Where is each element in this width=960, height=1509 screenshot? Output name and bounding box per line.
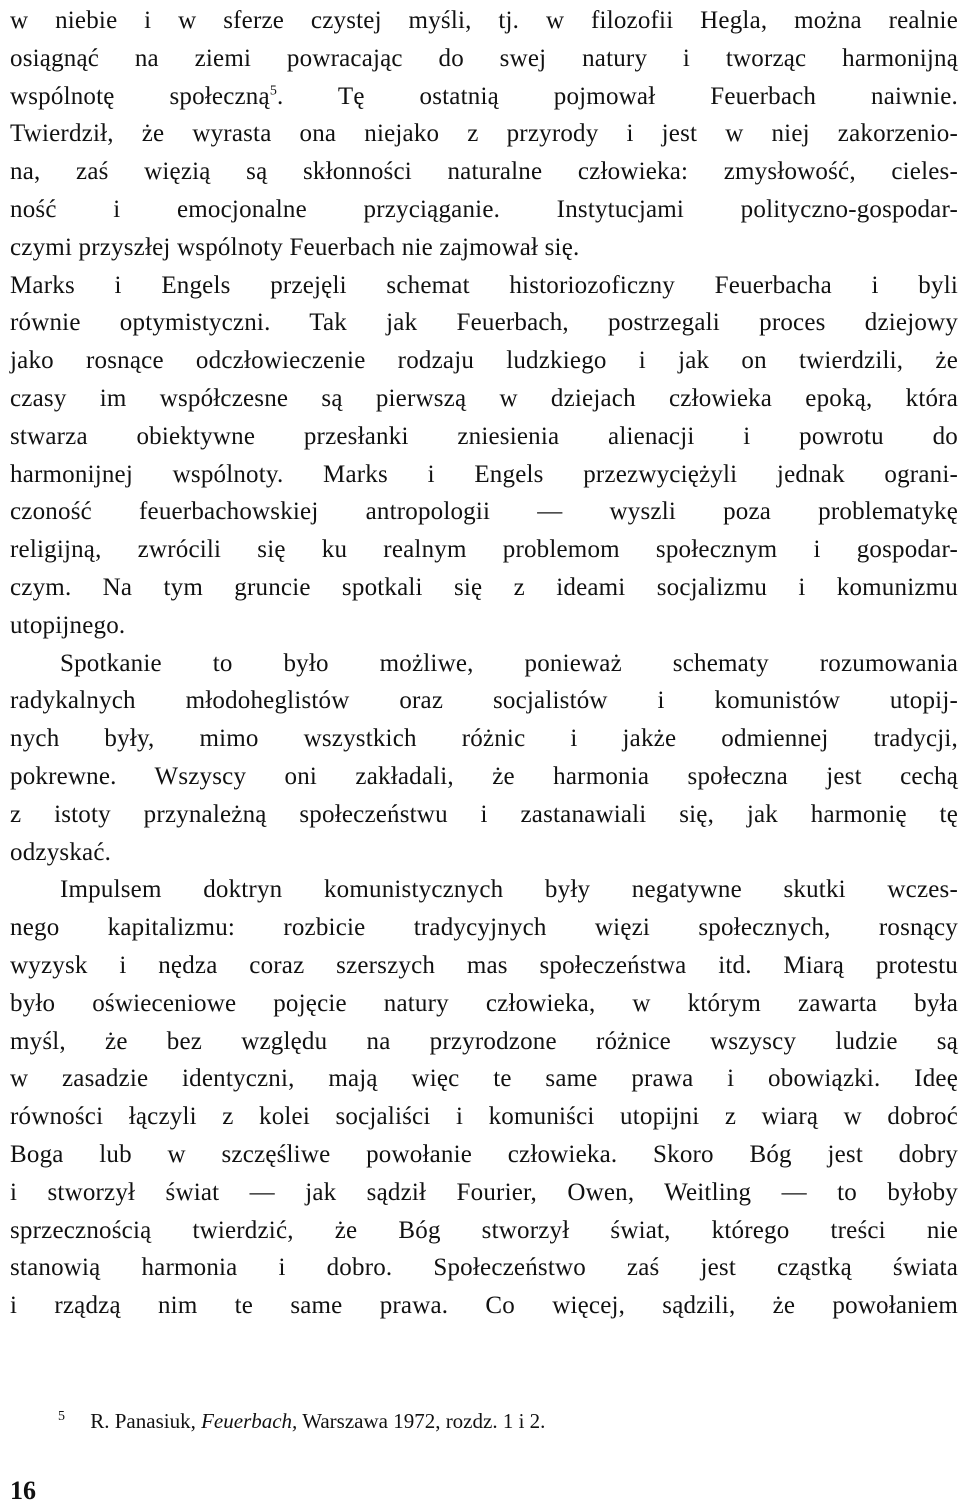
page-number: 16 (10, 1476, 36, 1505)
text-line-4: Twierdził, że wyrasta ona niejako z przyrody i jest w niej zakorzenio- (10, 120, 958, 148)
text-line-35: i rządzą nim te same prawa. Co więcej, sądzili, że powołaniem (10, 1292, 958, 1320)
text-line-7: czymi przyszłej wspólnoty Feuerbach nie zajmował się. (10, 233, 580, 261)
footnote-number: 5 (58, 1409, 65, 1424)
text-line-5: na, zaś więzią są skłonności naturalne człowieka: zmysłowość, cieles- (10, 158, 958, 186)
text-line-10: jako rosnące odczłowieczenie rodzaju ludzkiego i jak on twierdzili, że (10, 347, 958, 375)
text-line-18: Spotkanie to było możliwe, ponieważ schematy rozumowania (60, 649, 958, 677)
text-line-14: czoność feuerbachowskiej antropologii — wyszli poza problematykę (10, 498, 958, 526)
footnote (58, 1402, 545, 1436)
text-line-13: harmonijnej wspólnoty. Marks i Engels przezwyciężyli jednak ograni- (10, 460, 958, 488)
text-line-9: równie optymistyczni. Tak jak Feuerbach, postrzegali proces dziejowy (10, 309, 958, 337)
text-line-31: Boga lub w szczęśliwe powołanie człowieka. Skoro Bóg jest dobry (10, 1140, 958, 1168)
text-line-3-start: wspólnotę społeczną (10, 82, 270, 110)
text-line-20: nych były, mimo wszystkich różnic i jakże odmiennej tradycji, (10, 725, 958, 753)
page-body (10, 0, 958, 1325)
text-line-25: nego kapitalizmu: rozbicie tradycyjnych więzi społecznych, rosnący (10, 914, 958, 942)
text-line-8: Marks i Engels przejęli schemat historiozoficzny Feuerbacha i byli (10, 271, 958, 299)
text-line-3-end: . Tę ostatnią pojmował Feuerbach naiwnie. (277, 82, 958, 110)
footnote-reference-5: 5 (269, 83, 278, 99)
text-line-26: wyzysk i nędza coraz szerszych mas społeczeństwa itd. Miarą protestu (10, 951, 958, 979)
text-line-24: Impulsem doktryn komunistycznych były negatywne skutki wczes- (60, 876, 958, 904)
text-line-19: radykalnych młodoheglistów oraz socjalistów i komunistów utopij- (10, 687, 958, 715)
footnote-details: Warszawa 1972, rozdz. 1 i 2. (302, 1409, 546, 1433)
text-line-2: osiągnąć na ziemi powracając do swej natury i tworząc harmonijną (10, 44, 958, 72)
text-line-29: w zasadzie identyczni, mają więc te same prawa i obowiązki. Ideę (10, 1065, 958, 1093)
footnote-title: Feuerbach, (201, 1409, 298, 1433)
text-line-17: utopijnego. (10, 611, 126, 639)
text-line-16: czym. Na tym gruncie spotkali się z ideami socjalizmu i komunizmu (10, 573, 958, 601)
text-line-15: religijną, zwrócili się ku realnym problemom społecznym i gospodar- (10, 536, 958, 564)
text-line-12: stwarza obiektywne przesłanki zniesienia alienacji i powrotu do (10, 422, 958, 450)
text-line-22: z istoty przynależną społeczeństwu i zastanawiali się, jak harmonię tę (10, 800, 958, 828)
text-line-21: pokrewne. Wszyscy oni zakładali, że harmonia społeczna jest cechą (10, 762, 958, 790)
text-line-27: było oświeceniowe pojęcie natury człowieka, w którym zawarta była (10, 989, 958, 1017)
text-line-30: równości łączyli z kolei socjaliści i komuniści utopijni z wiarą w dobroć (10, 1103, 958, 1131)
text-line-28: myśl, że bez względu na przyrodzone różnice wszyscy ludzie są (10, 1027, 958, 1055)
text-line-1: w niebie i w sferze czystej myśli, tj. w filozofii Hegla, można realnie (10, 7, 958, 34)
text-line-34: stanowią harmonia i dobro. Społeczeństwo zaś jest cząstką świata (10, 1254, 958, 1282)
text-line-6: ność i emocjonalne przyciąganie. Instytucjami polityczno-gospodar- (10, 195, 958, 223)
footnote-author: R. Panasiuk, (90, 1409, 196, 1433)
text-line-3 (10, 78, 958, 116)
text-line-11: czasy im współczesne są pierwszą w dziejach człowieka epoką, która (10, 384, 958, 412)
text-line-32: i stworzył świat — jak sądził Fourier, Owen, Weitling — to byłoby (10, 1178, 958, 1206)
text-line-33: sprzecznością twierdzić, że Bóg stworzył świat, którego treści nie (10, 1216, 958, 1244)
text-line-23: odzyskać. (10, 838, 112, 866)
